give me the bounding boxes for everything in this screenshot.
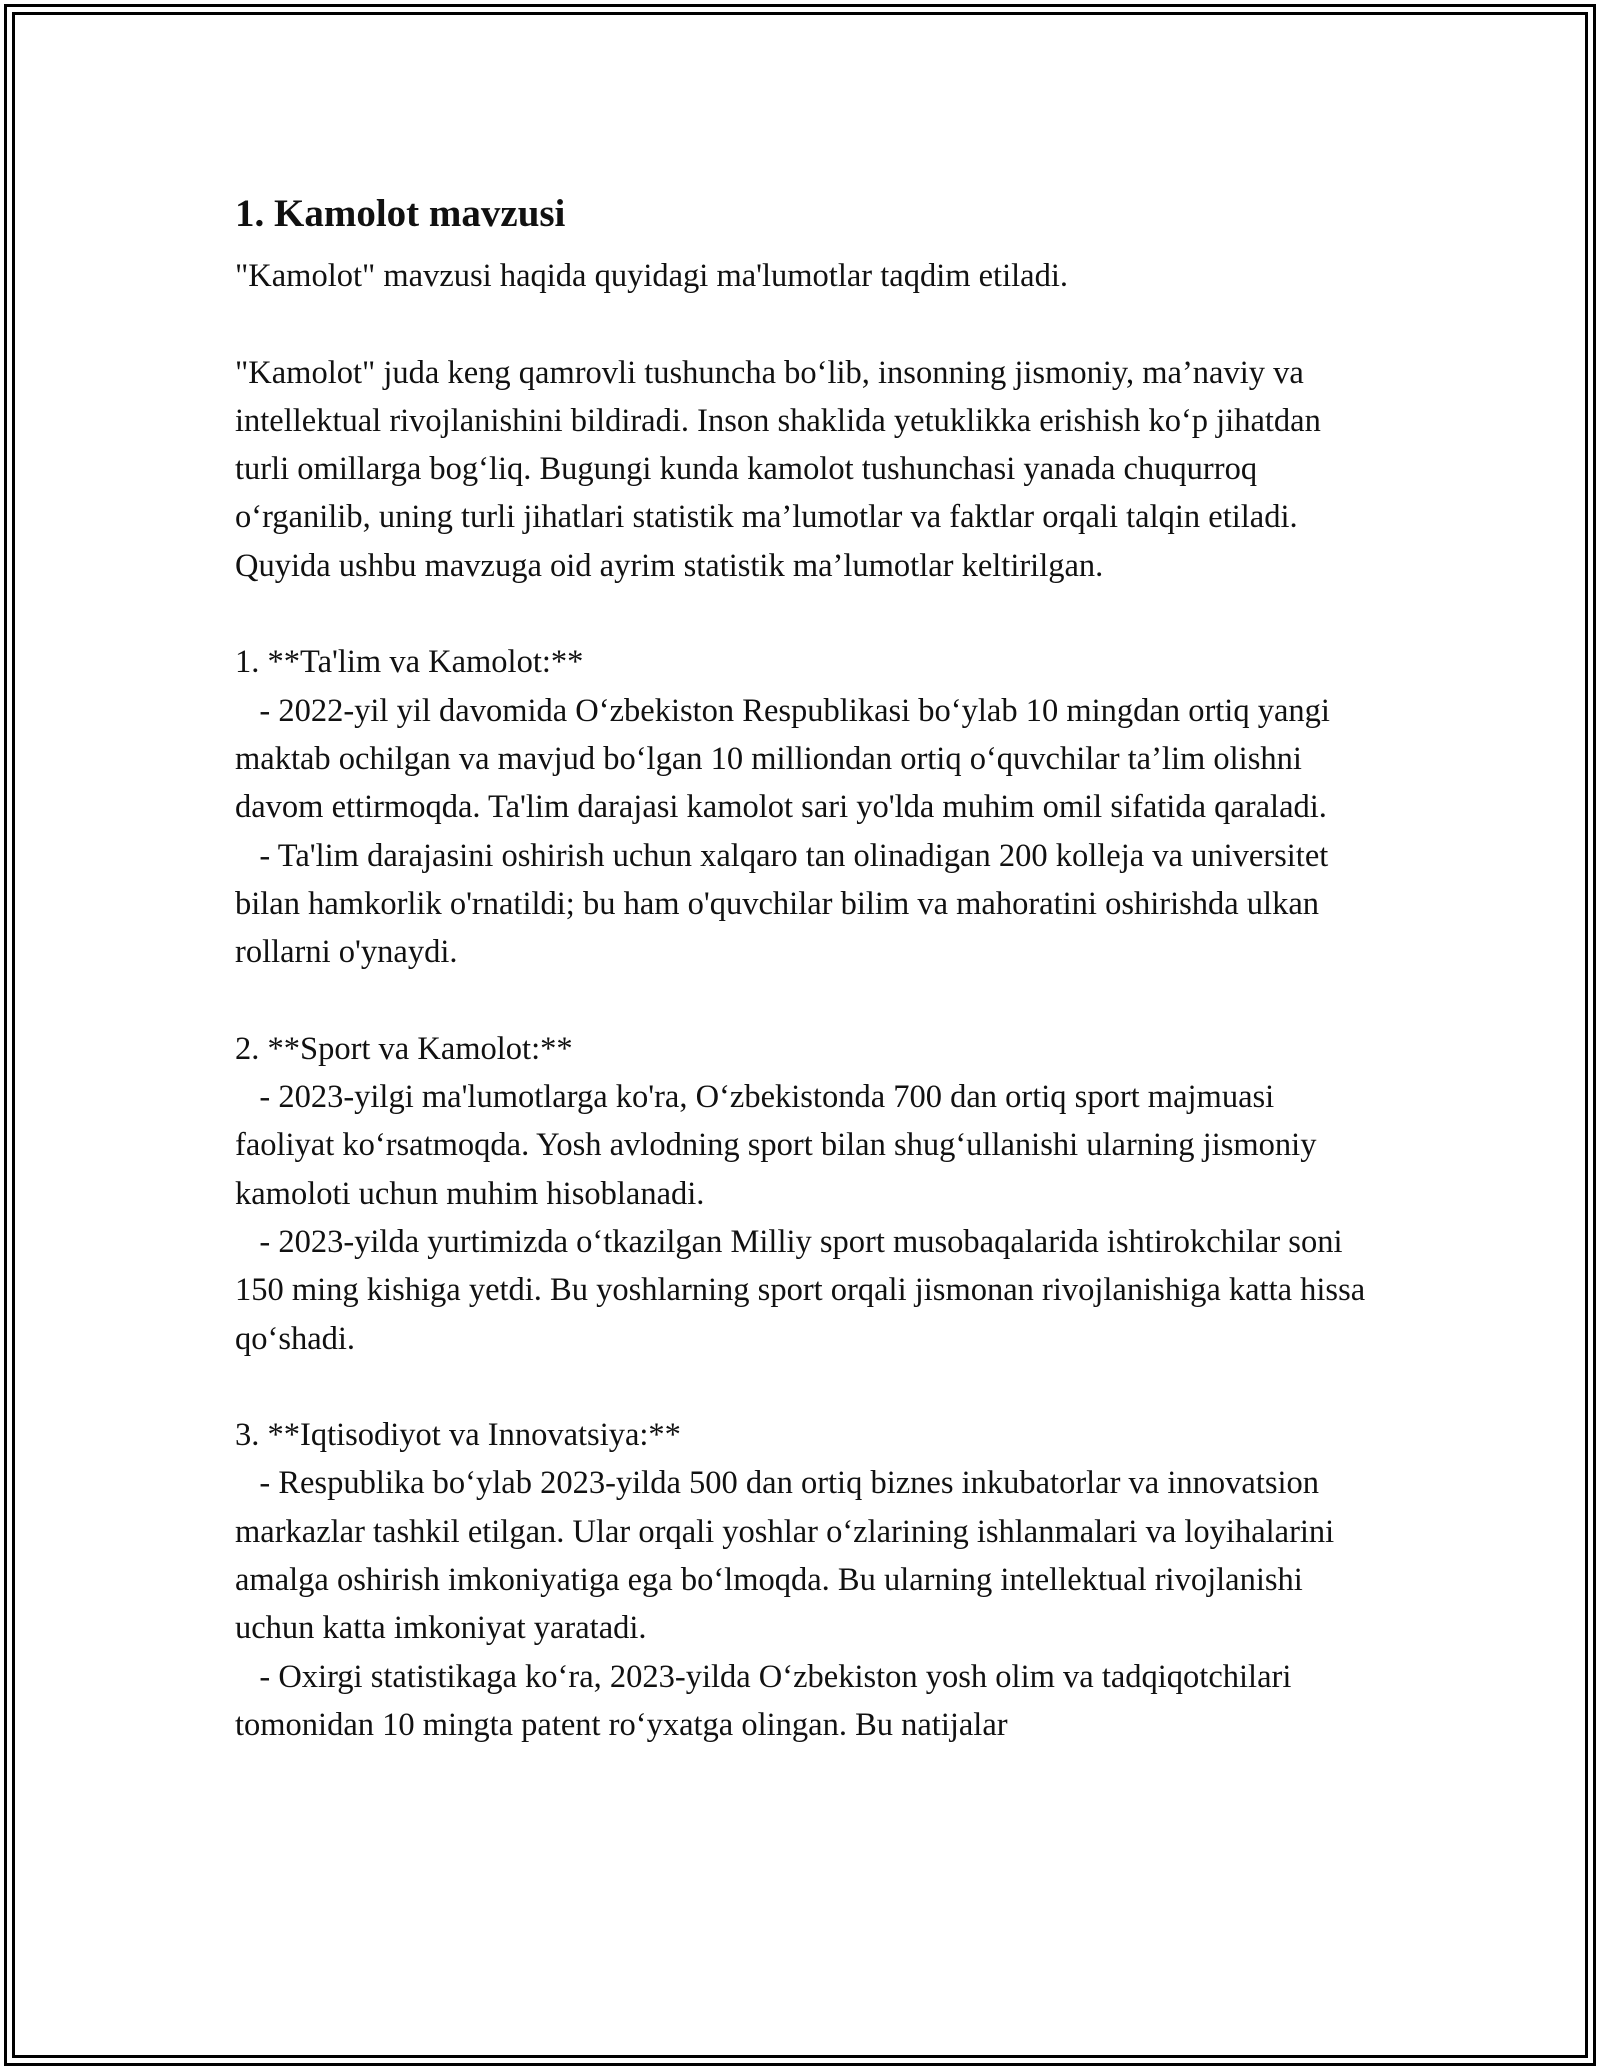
section-heading: 1. **Ta'lim va Kamolot:** — [235, 644, 584, 681]
main-paragraph: "Kamolot" juda keng qamrovli tushuncha bo‘lib, insonning jismoniy, ma’naviy va intellektual rivojlanishini bildiradi. Inson shaklida yetuklikka erishish ko‘p jihatdan turli omillarga bog‘liq. Bugungi kunda kamolot tushunchasi yanada chuqurroq o‘rganilib, uning turli jihatlari statistik ma’lumotlar va faktlar orqali talqin etiladi. Quyida ushbu mavzuga oid ayrim statistik ma’lumotlar keltirilgan. — [235, 354, 1321, 584]
section-economy — [235, 1411, 1370, 1749]
section-heading: 2. **Sport va Kamolot:** — [235, 1030, 573, 1067]
section-sport — [235, 1025, 1374, 1363]
section-bullet: - Respublika bo‘ylab 2023-yilda 500 dan ortiq biznes inkubatorlar va innovatsion markazlar tashkil etilgan. Ular orqali yoshlar o‘zlarining ishlanmalari va loyihalarini amalga oshirish imkoniyatiga ega bo‘lmoqda. Bu ularning intellektual rivojlanishi uchun katta imkoniyat yaratadi. — [235, 1465, 1343, 1647]
section-bullet: - 2023-yilgi ma'lumotlarga ko'ra, O‘zbekistonda 700 dan ortiq sport majmuasi faoliyat ko‘rsatmoqda. Yosh avlodning sport bilan shug‘ullanishi ularning jismoniy kamoloti uchun muhim hisoblanadi. — [235, 1079, 1325, 1212]
section-bullet: - 2022-yil yil davomida O‘zbekiston Respublikasi bo‘ylab 10 mingdan ortiq yangi maktab ochilgan va mavjud bo‘lgan 10 milliondan ortiq o‘quvchilar ta’lim olishni davom ettirmoqda. Ta'lim darajasi kamolot sari yo'lda muhim omil sifatida qaraladi. — [235, 692, 1339, 826]
section-bullet: - Oxirgi statistikaga ko‘ra, 2023-yilda O‘zbekiston yosh olim va tadqiqotchilari tomonidan 10 mingta patent ro‘yxatga olingan. Bu natijalar — [235, 1658, 1300, 1743]
intro-text: "Kamolot" mavzusi haqida quyidagi ma'lumotlar taqdim etiladi. — [235, 258, 1068, 294]
section-education — [235, 638, 1370, 976]
section-bullet: - Ta'lim darajasini oshirish uchun xalqaro tan olinadigan 200 kolleja va universitet bilan hamkorlik o'rnatildi; bu ham o'quvchilar bilim va mahoratini oshirishda ulkan rollarni o'ynaydi. — [235, 837, 1337, 971]
section-heading: 3. **Iqtisodiyot va Innovatsiya:** — [235, 1417, 681, 1454]
spacer — [235, 300, 1370, 348]
section-bullet: - 2023-yilda yurtimizda o‘tkazilgan Milliy sport musobaqalarida ishtirokchilar soni 150 ming kishiga yetdi. Bu yoshlarning sport orqali jismonan rivojlanishiga katta hissa qo‘shadi. — [235, 1223, 1374, 1357]
spacer — [235, 1363, 1370, 1411]
document-body — [235, 186, 1374, 1749]
page-title: 1. Kamolot mavzusi — [235, 192, 566, 235]
spacer — [235, 976, 1370, 1024]
spacer — [235, 590, 1370, 638]
